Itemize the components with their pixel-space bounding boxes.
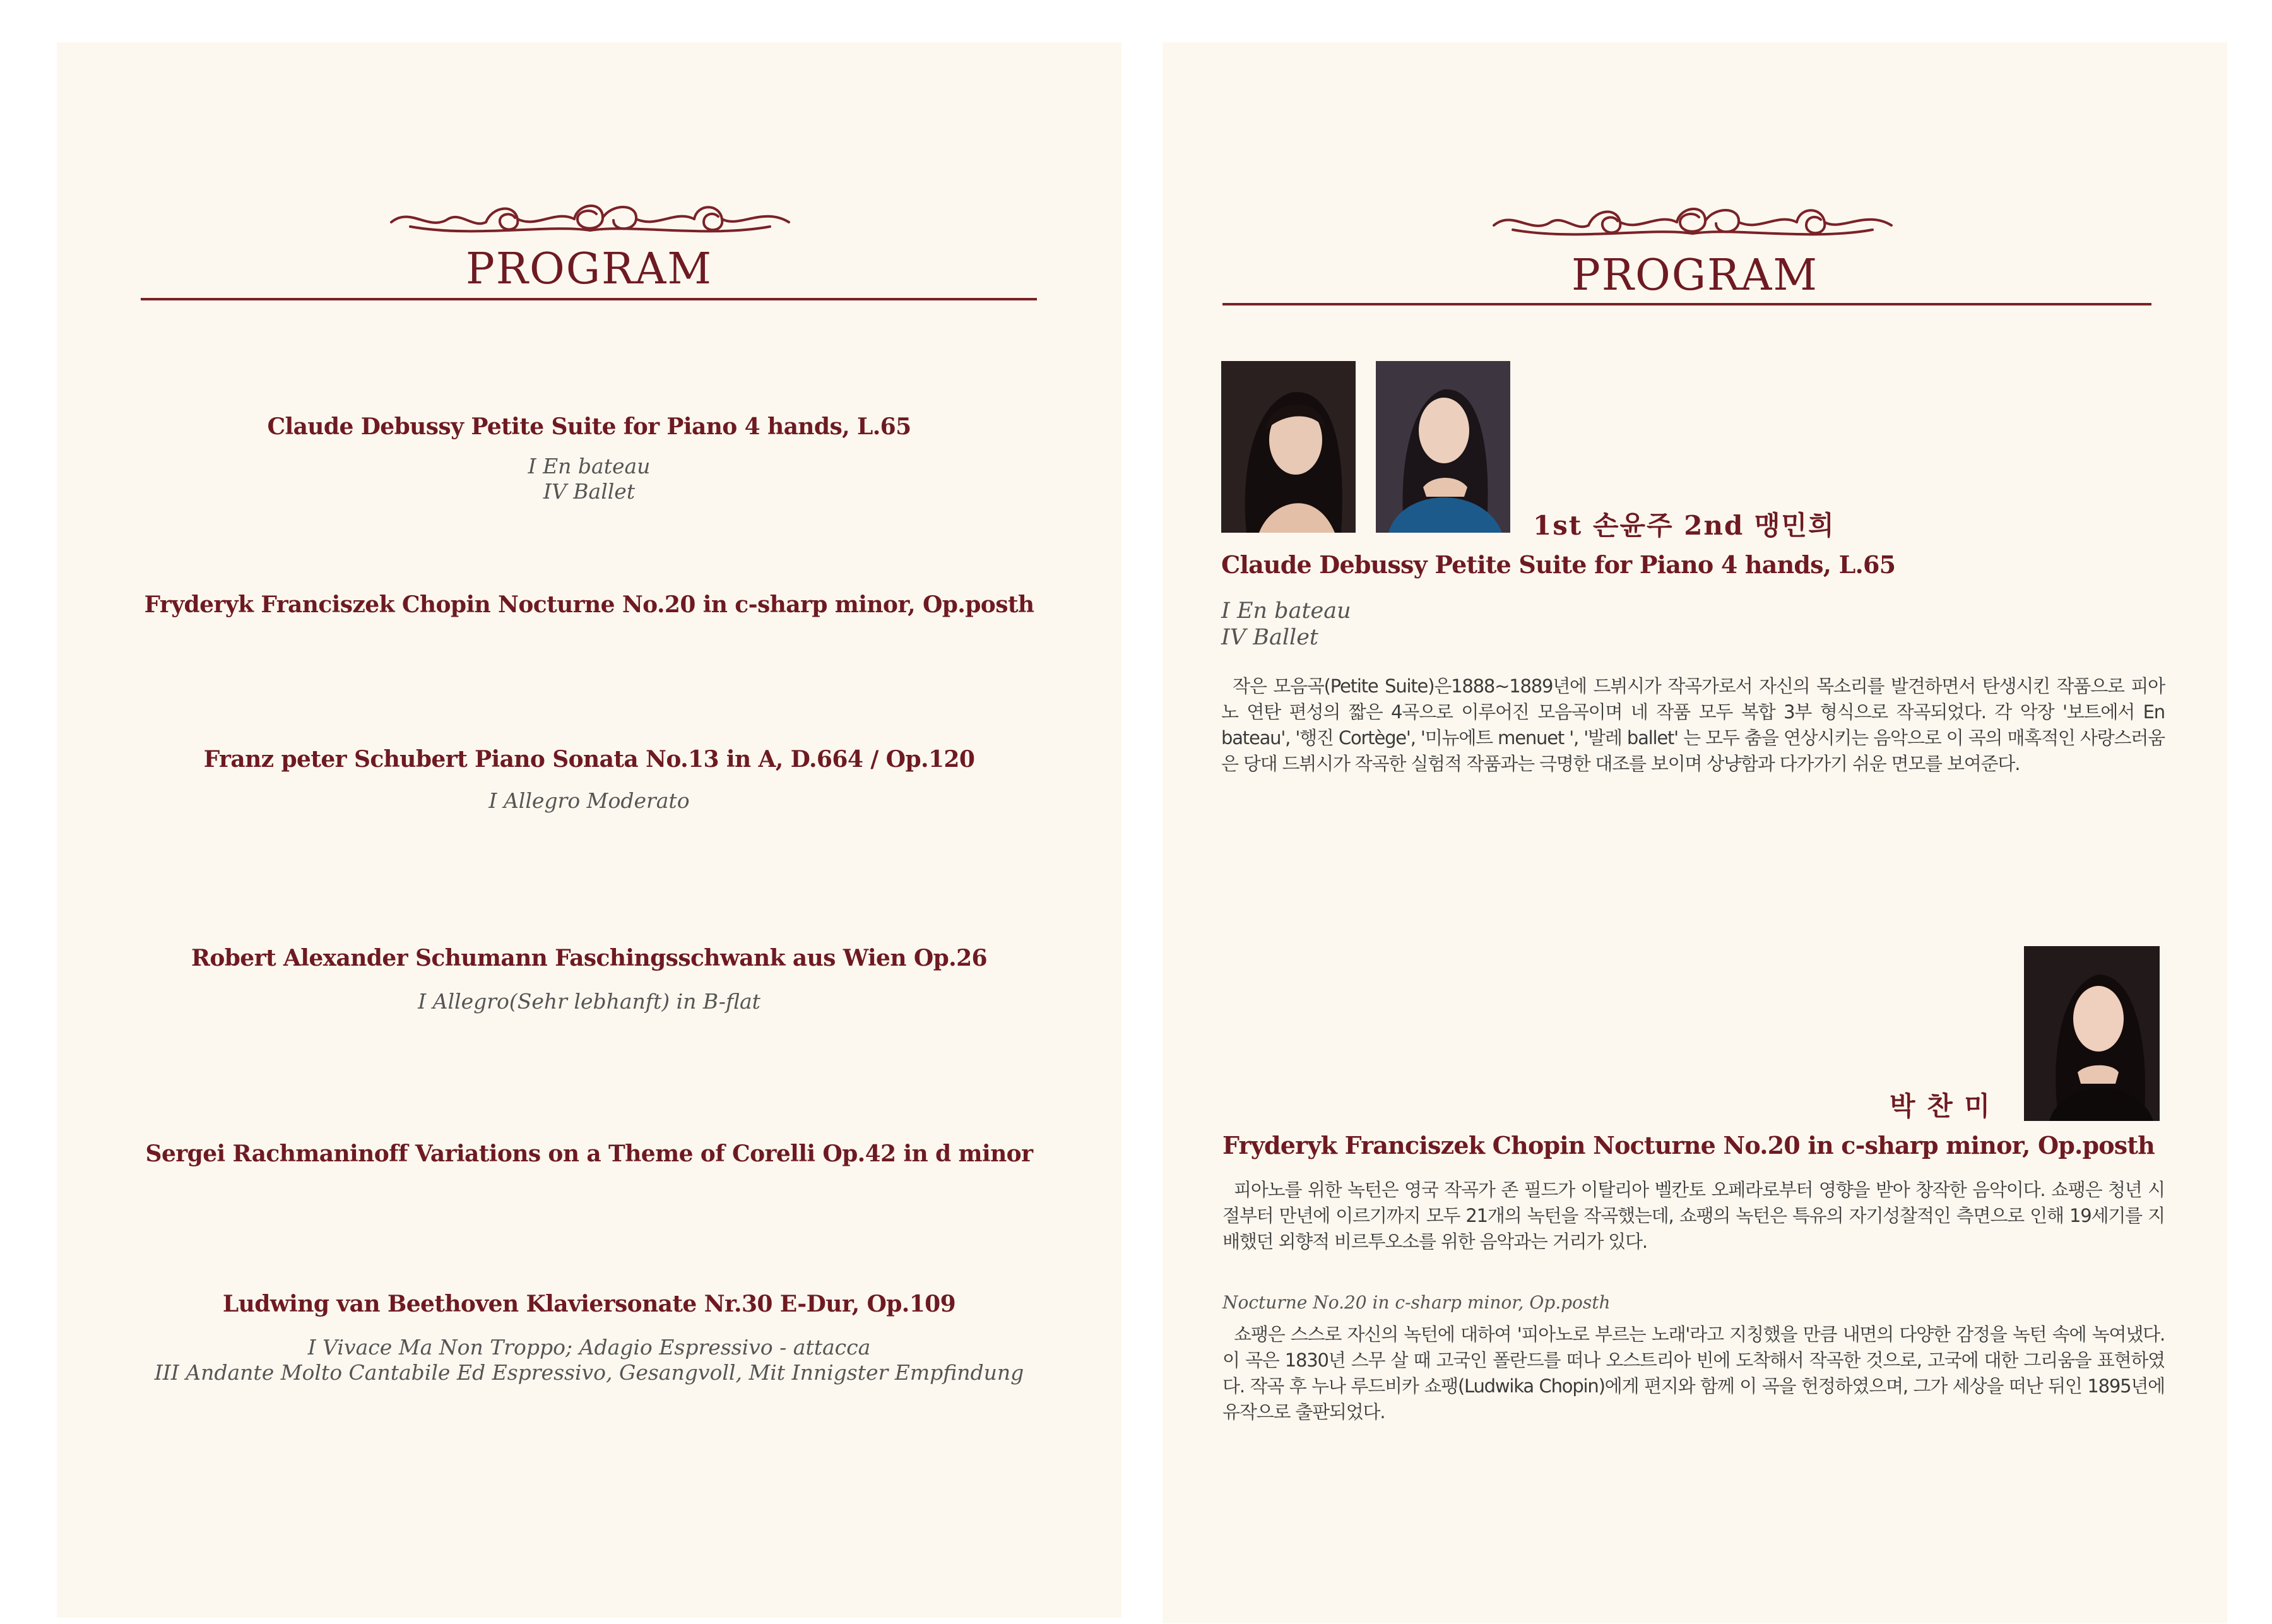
movement-item: I Allegro(Sehr lebhanft) in B-flat bbox=[418, 989, 760, 1014]
program-heading: PROGRAM bbox=[466, 244, 713, 294]
movement-list-beethoven bbox=[57, 1335, 1121, 1385]
description-debussy: 작은 모음곡(Petite Suite)은1888~1889년에 드뷔시가 작곡가로서 자신의 목소리를 발견하면서 탄생시킨 작품으로 피아노 연탄 편성의 짧은 4곡으로 이루어진 모음곡이며 네 작품 모두 복합 3부 형식으로 작곡되었다. 각 악장 '보트에서 En bateau', '행진 Cortège', '미뉴에트 menuet ', '발레 ballet' 는 모두 춤을 연상시키는 음악으로 이 곡의 매혹적인 사랑스러움은 당대 드뷔시가 작곡한 실험적 작품과는 극명한 대조를 보이며 상냥함과 다가가기 쉬운 면모를 보여준다. bbox=[1221, 675, 2165, 774]
movement-list-schubert bbox=[57, 788, 1121, 814]
heading-divider bbox=[141, 298, 1037, 300]
movement-list-debussy bbox=[57, 454, 1121, 504]
movement-item: IV Ballet bbox=[543, 479, 636, 504]
piece-title-debussy: Claude Debussy Petite Suite for Piano 4 hands, L.65 bbox=[1221, 550, 1896, 579]
movement-item: I Vivace Ma Non Troppo; Adagio Espressivo - attacca bbox=[307, 1335, 871, 1360]
performer-name: 박 찬 미 bbox=[1890, 1091, 1991, 1122]
movement-item: IV Ballet bbox=[1221, 625, 1318, 650]
piece-title-schubert: Franz peter Schubert Piano Sonata No.13 in A, D.664 / Op.120 bbox=[203, 746, 975, 773]
program-heading: PROGRAM bbox=[1571, 251, 1818, 300]
piece-title-rachmaninoff: Sergei Rachmaninoff Variations on a Theme of Corelli Op.42 in d minor bbox=[145, 1141, 1033, 1167]
nocturne-subtitle: Nocturne No.20 in c-sharp minor, Op.posth bbox=[1222, 1292, 1611, 1313]
piece-title-chopin: Fryderyk Franciszek Chopin Nocturne No.20 in c-sharp minor, Op.posth bbox=[144, 591, 1034, 618]
piece-title-chopin: Fryderyk Franciszek Chopin Nocturne No.20 in c-sharp minor, Op.posth bbox=[1222, 1131, 2155, 1159]
movement-list-debussy bbox=[1221, 598, 1351, 651]
heading-divider bbox=[1222, 303, 2151, 305]
description-chopin: 피아노를 위한 녹턴은 영국 작곡가 존 필드가 이탈리아 벨칸토 오페라로부터 영향을 받아 창작한 음악이다. 쇼팽은 청년 시절부터 만년에 이르기까지 모두 21개의 녹턴을 작곡했는데, 쇼팽의 녹턴은 특유의 자기성찰적인 측면으로 인해 19세기를 지배했던 외향적 비르투오소를 위한 음악과는 거리가 있다. bbox=[1222, 1179, 2165, 1252]
program-page-left bbox=[57, 42, 1121, 1618]
performer-photo bbox=[1376, 361, 1510, 533]
movement-item: I Allegro Moderato bbox=[488, 788, 690, 813]
piece-title-schumann: Robert Alexander Schumann Faschingsschwank aus Wien Op.26 bbox=[191, 945, 987, 971]
piece-title-beethoven: Ludwing van Beethoven Klaviersonate Nr.30 E-Dur, Op.109 bbox=[222, 1291, 956, 1317]
movement-list-schumann bbox=[57, 989, 1121, 1014]
description-chopin-2: 쇼팽은 스스로 자신의 녹턴에 대하여 '피아노로 부르는 노래'라고 지칭했을 만큼 내면의 다양한 감정을 녹턴 속에 녹여냈다. 이 곡은 1830년 스무 살 때 고국인 폴란드를 떠나 오스트리아 빈에 도착해서 작곡한 것으로, 고국에 대한 그리움을 표현하였다. 작곡 후 누나 루드비카 쇼팽(Ludwika Chopin)에게 편지와 함께 이 곡을 헌정하였으며, 그가 세상을 떠난 뒤인 1895년에 유작으로 출판되었다. bbox=[1222, 1324, 2165, 1423]
performer-names: 1st 손윤주 2nd 맹민희 bbox=[1533, 510, 1835, 541]
performer-photo bbox=[1221, 361, 1356, 533]
piece-title-debussy: Claude Debussy Petite Suite for Piano 4 hands, L.65 bbox=[267, 413, 911, 440]
movement-item: I En bateau bbox=[528, 454, 651, 478]
flourish-ornament-icon bbox=[1481, 197, 1904, 247]
movement-item: I En bateau bbox=[1221, 598, 1351, 624]
movement-item: III Andante Molto Cantabile Ed Espressivo, Gesangvoll, Mit Innigster Empfindung bbox=[154, 1360, 1024, 1385]
performer-photo bbox=[2024, 946, 2160, 1121]
flourish-ornament-icon bbox=[385, 194, 795, 244]
program-page-right bbox=[1163, 42, 2227, 1623]
